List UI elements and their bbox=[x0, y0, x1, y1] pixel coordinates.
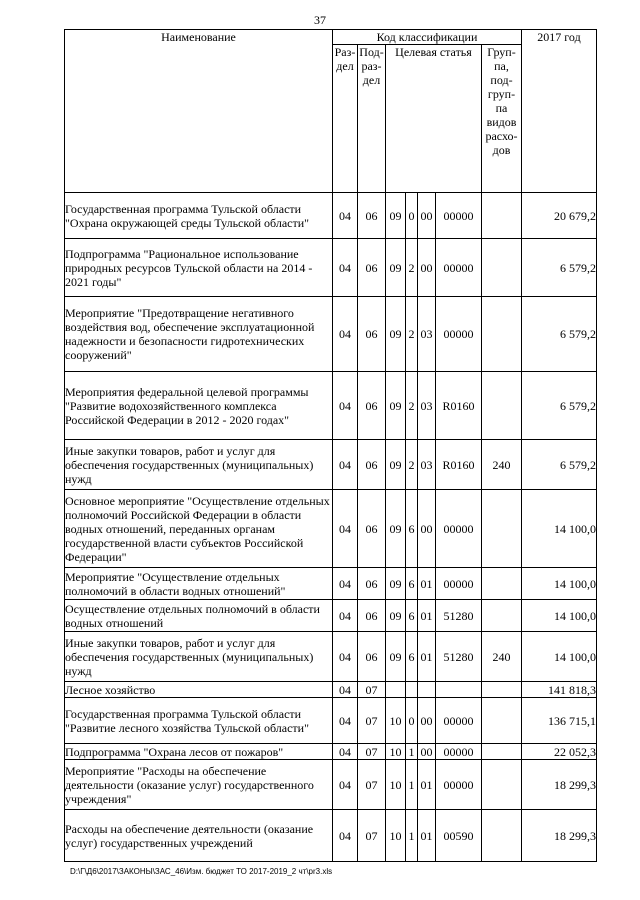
table-row bbox=[65, 568, 597, 600]
row-razdel: 04 bbox=[333, 372, 358, 440]
row-podrazdel: 06 bbox=[358, 440, 386, 490]
row-name: Мероприятие "Предотвращение негативного воздействия вод, обеспечение эксплуатационной надежности и безопасности гидротехнических сооружений" bbox=[65, 297, 333, 372]
row-target-event: 03 bbox=[418, 372, 436, 440]
row-amount: 14 100,0 bbox=[522, 632, 597, 682]
row-expense-group bbox=[482, 297, 522, 372]
row-target-subprogram: 0 bbox=[406, 698, 418, 744]
table-row bbox=[65, 193, 597, 239]
row-target-subprogram: 2 bbox=[406, 372, 418, 440]
header-classification: Код классификации bbox=[333, 30, 522, 45]
row-target-direction: 00000 bbox=[436, 297, 482, 372]
table-row bbox=[65, 297, 597, 372]
row-expense-group bbox=[482, 698, 522, 744]
row-podrazdel: 07 bbox=[358, 698, 386, 744]
table-row bbox=[65, 632, 597, 682]
row-target-event: 01 bbox=[418, 810, 436, 862]
row-target-program: 10 bbox=[386, 698, 406, 744]
row-target-subprogram: 6 bbox=[406, 490, 418, 568]
row-name: Государственная программа Тульской области "Развитие лесного хозяйства Тульской области" bbox=[65, 698, 333, 744]
header-podrazdel: Под- раз- дел bbox=[358, 45, 386, 193]
row-razdel: 04 bbox=[333, 810, 358, 862]
table-row bbox=[65, 600, 597, 632]
row-target-event: 01 bbox=[418, 632, 436, 682]
row-expense-group: 240 bbox=[482, 632, 522, 682]
row-target-event: 00 bbox=[418, 193, 436, 239]
row-amount: 14 100,0 bbox=[522, 568, 597, 600]
table-row bbox=[65, 682, 597, 698]
row-expense-group bbox=[482, 193, 522, 239]
table-row bbox=[65, 744, 597, 760]
row-amount: 18 299,3 bbox=[522, 760, 597, 810]
row-expense-group bbox=[482, 744, 522, 760]
row-target-subprogram: 2 bbox=[406, 440, 418, 490]
row-expense-group bbox=[482, 682, 522, 698]
row-amount: 141 818,3 bbox=[522, 682, 597, 698]
row-target-program: 09 bbox=[386, 632, 406, 682]
row-target-direction: 00000 bbox=[436, 698, 482, 744]
row-expense-group bbox=[482, 810, 522, 862]
row-name: Расходы на обеспечение деятельности (оказание услуг) государственных учреждений bbox=[65, 810, 333, 862]
row-target-event: 00 bbox=[418, 239, 436, 297]
row-podrazdel: 06 bbox=[358, 600, 386, 632]
row-razdel: 04 bbox=[333, 760, 358, 810]
row-target-direction: 00000 bbox=[436, 744, 482, 760]
row-target-direction: 00590 bbox=[436, 810, 482, 862]
table-row bbox=[65, 239, 597, 297]
row-expense-group bbox=[482, 372, 522, 440]
row-target-event: 00 bbox=[418, 744, 436, 760]
row-razdel: 04 bbox=[333, 568, 358, 600]
row-target-direction: 51280 bbox=[436, 632, 482, 682]
row-name: Лесное хозяйство bbox=[65, 682, 333, 698]
row-amount: 136 715,1 bbox=[522, 698, 597, 744]
row-amount: 14 100,0 bbox=[522, 600, 597, 632]
row-target-program: 10 bbox=[386, 810, 406, 862]
header-expense-group: Груп- па, под- груп- па видов расхо- дов bbox=[482, 45, 522, 193]
row-expense-group: 240 bbox=[482, 440, 522, 490]
row-target-direction: R0160 bbox=[436, 372, 482, 440]
row-target-event bbox=[418, 682, 436, 698]
row-razdel: 04 bbox=[333, 440, 358, 490]
row-target-event: 01 bbox=[418, 568, 436, 600]
row-name: Мероприятие "Расходы на обеспечение деятельности (оказание услуг) государственного учреждения" bbox=[65, 760, 333, 810]
row-target-direction bbox=[436, 682, 482, 698]
row-target-direction: 00000 bbox=[436, 760, 482, 810]
row-target-program: 09 bbox=[386, 440, 406, 490]
row-name: Мероприятия федеральной целевой программы "Развитие водохозяйственного комплекса Российской Федерации в 2012 - 2020 годах" bbox=[65, 372, 333, 440]
row-razdel: 04 bbox=[333, 600, 358, 632]
row-podrazdel: 06 bbox=[358, 568, 386, 600]
row-target-program: 09 bbox=[386, 372, 406, 440]
row-target-subprogram: 6 bbox=[406, 568, 418, 600]
table-row bbox=[65, 810, 597, 862]
row-razdel: 04 bbox=[333, 682, 358, 698]
row-target-event: 01 bbox=[418, 600, 436, 632]
row-target-direction: 00000 bbox=[436, 490, 482, 568]
row-target-program: 09 bbox=[386, 239, 406, 297]
row-amount: 14 100,0 bbox=[522, 490, 597, 568]
row-target-direction: R0160 bbox=[436, 440, 482, 490]
row-amount: 22 052,3 bbox=[522, 744, 597, 760]
row-target-subprogram: 6 bbox=[406, 632, 418, 682]
row-target-program: 09 bbox=[386, 568, 406, 600]
row-target-event: 03 bbox=[418, 297, 436, 372]
row-name: Подпрограмма "Охрана лесов от пожаров" bbox=[65, 744, 333, 760]
table-row bbox=[65, 490, 597, 568]
row-amount: 6 579,2 bbox=[522, 297, 597, 372]
header-target-article: Целевая статья bbox=[386, 45, 482, 193]
page-number: 37 bbox=[314, 13, 326, 27]
row-amount: 6 579,2 bbox=[522, 372, 597, 440]
row-podrazdel: 06 bbox=[358, 372, 386, 440]
row-target-event: 00 bbox=[418, 698, 436, 744]
row-podrazdel: 06 bbox=[358, 239, 386, 297]
row-target-subprogram: 2 bbox=[406, 297, 418, 372]
row-razdel: 04 bbox=[333, 698, 358, 744]
row-podrazdel: 07 bbox=[358, 682, 386, 698]
budget-table bbox=[64, 29, 597, 862]
row-target-event: 03 bbox=[418, 440, 436, 490]
row-expense-group bbox=[482, 568, 522, 600]
row-target-subprogram: 1 bbox=[406, 744, 418, 760]
table-row bbox=[65, 372, 597, 440]
row-target-program: 10 bbox=[386, 744, 406, 760]
table-row bbox=[65, 440, 597, 490]
row-podrazdel: 06 bbox=[358, 490, 386, 568]
row-amount: 18 299,3 bbox=[522, 810, 597, 862]
row-razdel: 04 bbox=[333, 632, 358, 682]
row-target-event: 01 bbox=[418, 760, 436, 810]
row-podrazdel: 06 bbox=[358, 193, 386, 239]
header-name: Наименование bbox=[65, 30, 333, 193]
row-target-program: 09 bbox=[386, 297, 406, 372]
row-podrazdel: 07 bbox=[358, 810, 386, 862]
row-podrazdel: 06 bbox=[358, 632, 386, 682]
row-target-subprogram: 2 bbox=[406, 239, 418, 297]
row-expense-group bbox=[482, 239, 522, 297]
row-target-program bbox=[386, 682, 406, 698]
row-podrazdel: 07 bbox=[358, 744, 386, 760]
table-row bbox=[65, 698, 597, 744]
row-name: Подпрограмма "Рациональное использование природных ресурсов Тульской области на 2014 - 2021 годы" bbox=[65, 239, 333, 297]
row-expense-group bbox=[482, 760, 522, 810]
row-name: Иные закупки товаров, работ и услуг для обеспечения государственных (муниципальных) нужд bbox=[65, 632, 333, 682]
header-year: 2017 год bbox=[522, 30, 597, 193]
row-razdel: 04 bbox=[333, 193, 358, 239]
row-target-direction: 00000 bbox=[436, 239, 482, 297]
file-path-footer: D:\Г\Д6\2017\ЗАКОНЫ\ЗАС_46\Изм. бюджет ТО 2017-2019_2 чт\pr3.xls bbox=[70, 867, 333, 876]
row-target-subprogram: 1 bbox=[406, 760, 418, 810]
row-razdel: 04 bbox=[333, 490, 358, 568]
row-name: Основное мероприятие "Осуществление отдельных полномочий Российской Федерации в области водных отношений, переданных органам государственной власти субъектов Российской Федерации" bbox=[65, 490, 333, 568]
row-expense-group bbox=[482, 490, 522, 568]
row-amount: 6 579,2 bbox=[522, 239, 597, 297]
row-name: Осуществление отдельных полномочий в области водных отношений bbox=[65, 600, 333, 632]
header-razdel: Раз- дел bbox=[333, 45, 358, 193]
row-target-direction: 00000 bbox=[436, 568, 482, 600]
row-podrazdel: 06 bbox=[358, 297, 386, 372]
table-row bbox=[65, 760, 597, 810]
row-target-direction: 51280 bbox=[436, 600, 482, 632]
row-podrazdel: 07 bbox=[358, 760, 386, 810]
row-razdel: 04 bbox=[333, 744, 358, 760]
row-target-program: 09 bbox=[386, 490, 406, 568]
row-target-program: 09 bbox=[386, 193, 406, 239]
row-target-program: 09 bbox=[386, 600, 406, 632]
row-name: Государственная программа Тульской области "Охрана окружающей среды Тульской области" bbox=[65, 193, 333, 239]
row-name: Мероприятие "Осуществление отдельных полномочий в области водных отношений" bbox=[65, 568, 333, 600]
row-name: Иные закупки товаров, работ и услуг для обеспечения государственных (муниципальных) нужд bbox=[65, 440, 333, 490]
row-amount: 20 679,2 bbox=[522, 193, 597, 239]
row-target-direction: 00000 bbox=[436, 193, 482, 239]
row-target-subprogram bbox=[406, 682, 418, 698]
row-target-program: 10 bbox=[386, 760, 406, 810]
row-razdel: 04 bbox=[333, 297, 358, 372]
row-amount: 6 579,2 bbox=[522, 440, 597, 490]
row-target-subprogram: 1 bbox=[406, 810, 418, 862]
row-target-subprogram: 0 bbox=[406, 193, 418, 239]
row-target-subprogram: 6 bbox=[406, 600, 418, 632]
row-expense-group bbox=[482, 600, 522, 632]
row-target-event: 00 bbox=[418, 490, 436, 568]
row-razdel: 04 bbox=[333, 239, 358, 297]
